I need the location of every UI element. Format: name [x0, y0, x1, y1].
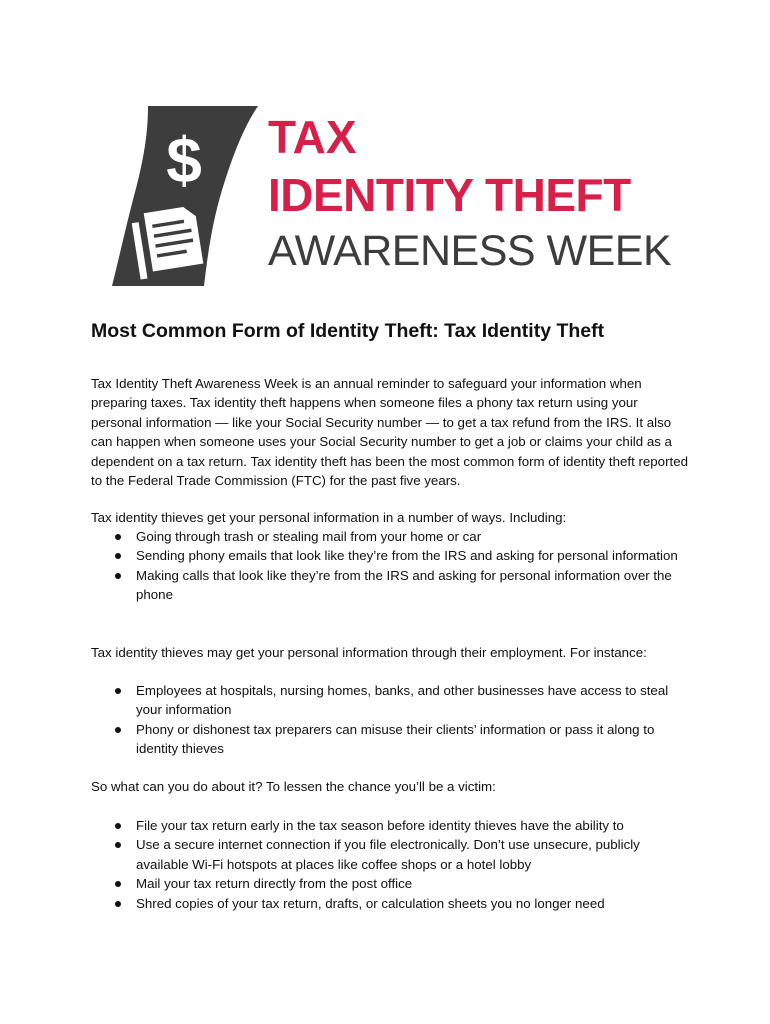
list-item: File your tax return early in the tax season before identity thieves have the ability to	[91, 816, 691, 835]
section2-lead: Tax identity thieves may get your personal information through their employment. For instance:	[91, 645, 647, 660]
document-title: Most Common Form of Identity Theft: Tax Identity Theft	[91, 320, 605, 342]
bullet-icon	[115, 573, 121, 579]
dollar-sign: $	[166, 124, 202, 196]
bullet-icon	[115, 881, 121, 887]
list-item: Phony or dishonest tax preparers can misuse their clients’ information or pass it along to identity thieves	[91, 720, 691, 759]
logo-line-identity-theft: IDENTITY THEFT	[268, 169, 631, 221]
bullet-icon	[115, 823, 121, 829]
dollar-document-icon	[108, 104, 260, 288]
bullet-icon	[115, 534, 121, 540]
section1-list	[91, 527, 691, 605]
section3-list	[91, 816, 691, 913]
bullet-icon	[115, 901, 121, 907]
section3-lead: So what can you do about it? To lessen the chance you’ll be a victim:	[91, 779, 496, 794]
list-item: Mail your tax return directly from the post office	[91, 874, 691, 893]
section2-list	[91, 681, 691, 759]
list-item: Shred copies of your tax return, drafts, or calculation sheets you no longer need	[91, 894, 691, 913]
section1-lead: Tax identity thieves get your personal information in a number of ways. Including:	[91, 510, 567, 525]
logo-line-tax: TAX	[268, 111, 357, 163]
tax-identity-theft-logo	[108, 104, 260, 288]
bullet-icon	[115, 688, 121, 694]
bullet-icon	[115, 553, 121, 559]
list-item: Making calls that look like they’re from the IRS and asking for personal information over the phone	[91, 566, 691, 605]
bullet-icon	[115, 842, 121, 848]
list-item: Going through trash or stealing mail from your home or car	[91, 527, 691, 546]
list-item: Sending phony emails that look like they’re from the IRS and asking for personal information	[91, 546, 691, 565]
list-item: Use a secure internet connection if you file electronically. Don’t use unsecure, publicly available Wi-Fi hotspots at places like coffee shops or a hotel lobby	[91, 835, 691, 874]
list-item: Employees at hospitals, nursing homes, banks, and other businesses have access to steal your information	[91, 681, 691, 720]
intro-paragraph: Tax Identity Theft Awareness Week is an annual reminder to safeguard your information when preparing taxes. Tax identity theft happens when someone files a phony tax return using your personal information — like your Social Security number — to get a tax refund from the IRS. It also can happen when someone uses your Social Security number to get a job or claims your child as a dependent on a tax return. Tax identity theft has been the most common form of identity theft reported to the Federal Trade Commission (FTC) for the past five years.	[91, 376, 688, 489]
logo-line-awareness-week: AWARENESS WEEK	[268, 227, 672, 275]
bullet-icon	[115, 727, 121, 733]
